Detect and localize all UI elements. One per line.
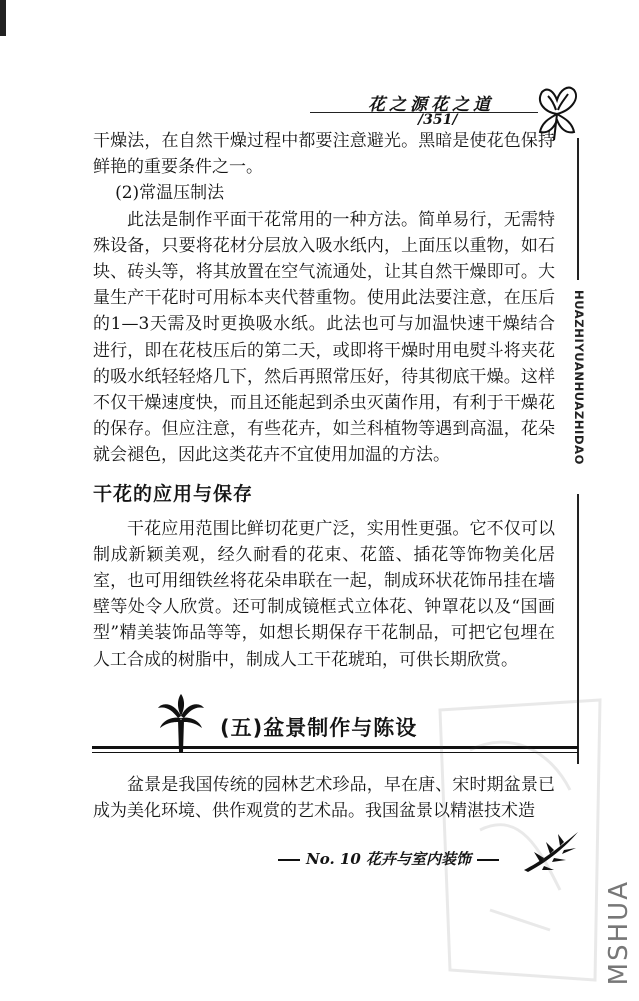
running-header-title: 花之源花之道 <box>368 95 494 115</box>
vertical-rule-top <box>577 138 579 280</box>
watermark-text: MSHUA <box>604 880 634 986</box>
paragraph-2: 此法是制作平面干花常用的一种方法。简单易行，无需特殊设备，只要将花材分层放入吸水纸内，上面压以重物，如石块、砖头等，将其放置在空气流通处，让其自然干燥即可。大量生产干花时可用标本夹代替重物。使用此法要注意，在压后的1—3天需及时更换吸水纸。此法也可与加温快速干燥结合进行，即在花枝压后的第二天，或即将干燥时用电熨斗将夹花的吸水纸轻轻烙几下，然后再照常压好，待其彻底干燥。这样不仅干燥速度快，而且还能起到杀虫灭菌作用，有利于干燥花的保存。但应注意，有些花卉，如兰科植物等遇到高温，花朵就会褪色，因此这类花卉不宜使用加温的方法。 <box>93 209 555 466</box>
palm-tree-icon <box>156 694 206 754</box>
page-number: /351/ <box>418 112 458 128</box>
body-text <box>93 128 555 673</box>
paragraph-3: 干花应用范围比鲜切花更广泛，实用性更强。它不仅可以制成新颖美观，经久耐看的花束、花篮、插花等饰物美化居室，也可用细铁丝将花朵串联在一起，制成环状花饰吊挂在墙壁等处令人欣赏。还可制成镜框式立体花、钟罩花以及“国画型”精美装饰品等等，如想长期保存干花制品，可把它包埋在人工合成的树脂中，制成人工干花琥珀，可供长期欣赏。 <box>93 518 555 670</box>
section-paragraph-1: 盆景是我国传统的园林艺术珍品，早在唐、宋时期盆景已成为美化环境、供作观赏的艺术品。我国盆景以精湛技术造 <box>93 775 555 822</box>
section-title: (五)盆景制作与陈设 <box>220 716 418 740</box>
side-pinyin-label: HUAZHIYUANHUAZHIDAO <box>572 290 586 465</box>
page-edge-mark <box>0 0 6 36</box>
subheading-method: (2)常温压制法 <box>115 183 225 204</box>
section-heading: 干花的应用与保存 <box>93 482 254 505</box>
footer-label: No. 10 花卉与室内装饰 <box>306 850 471 868</box>
watermark-seal <box>430 690 610 990</box>
footer-dash-left <box>278 859 300 861</box>
paragraph-1: 干燥法，在自然干燥过程中都要注意避光。黑暗是使花色保持鲜艳的重要条件之一。 <box>93 131 555 178</box>
